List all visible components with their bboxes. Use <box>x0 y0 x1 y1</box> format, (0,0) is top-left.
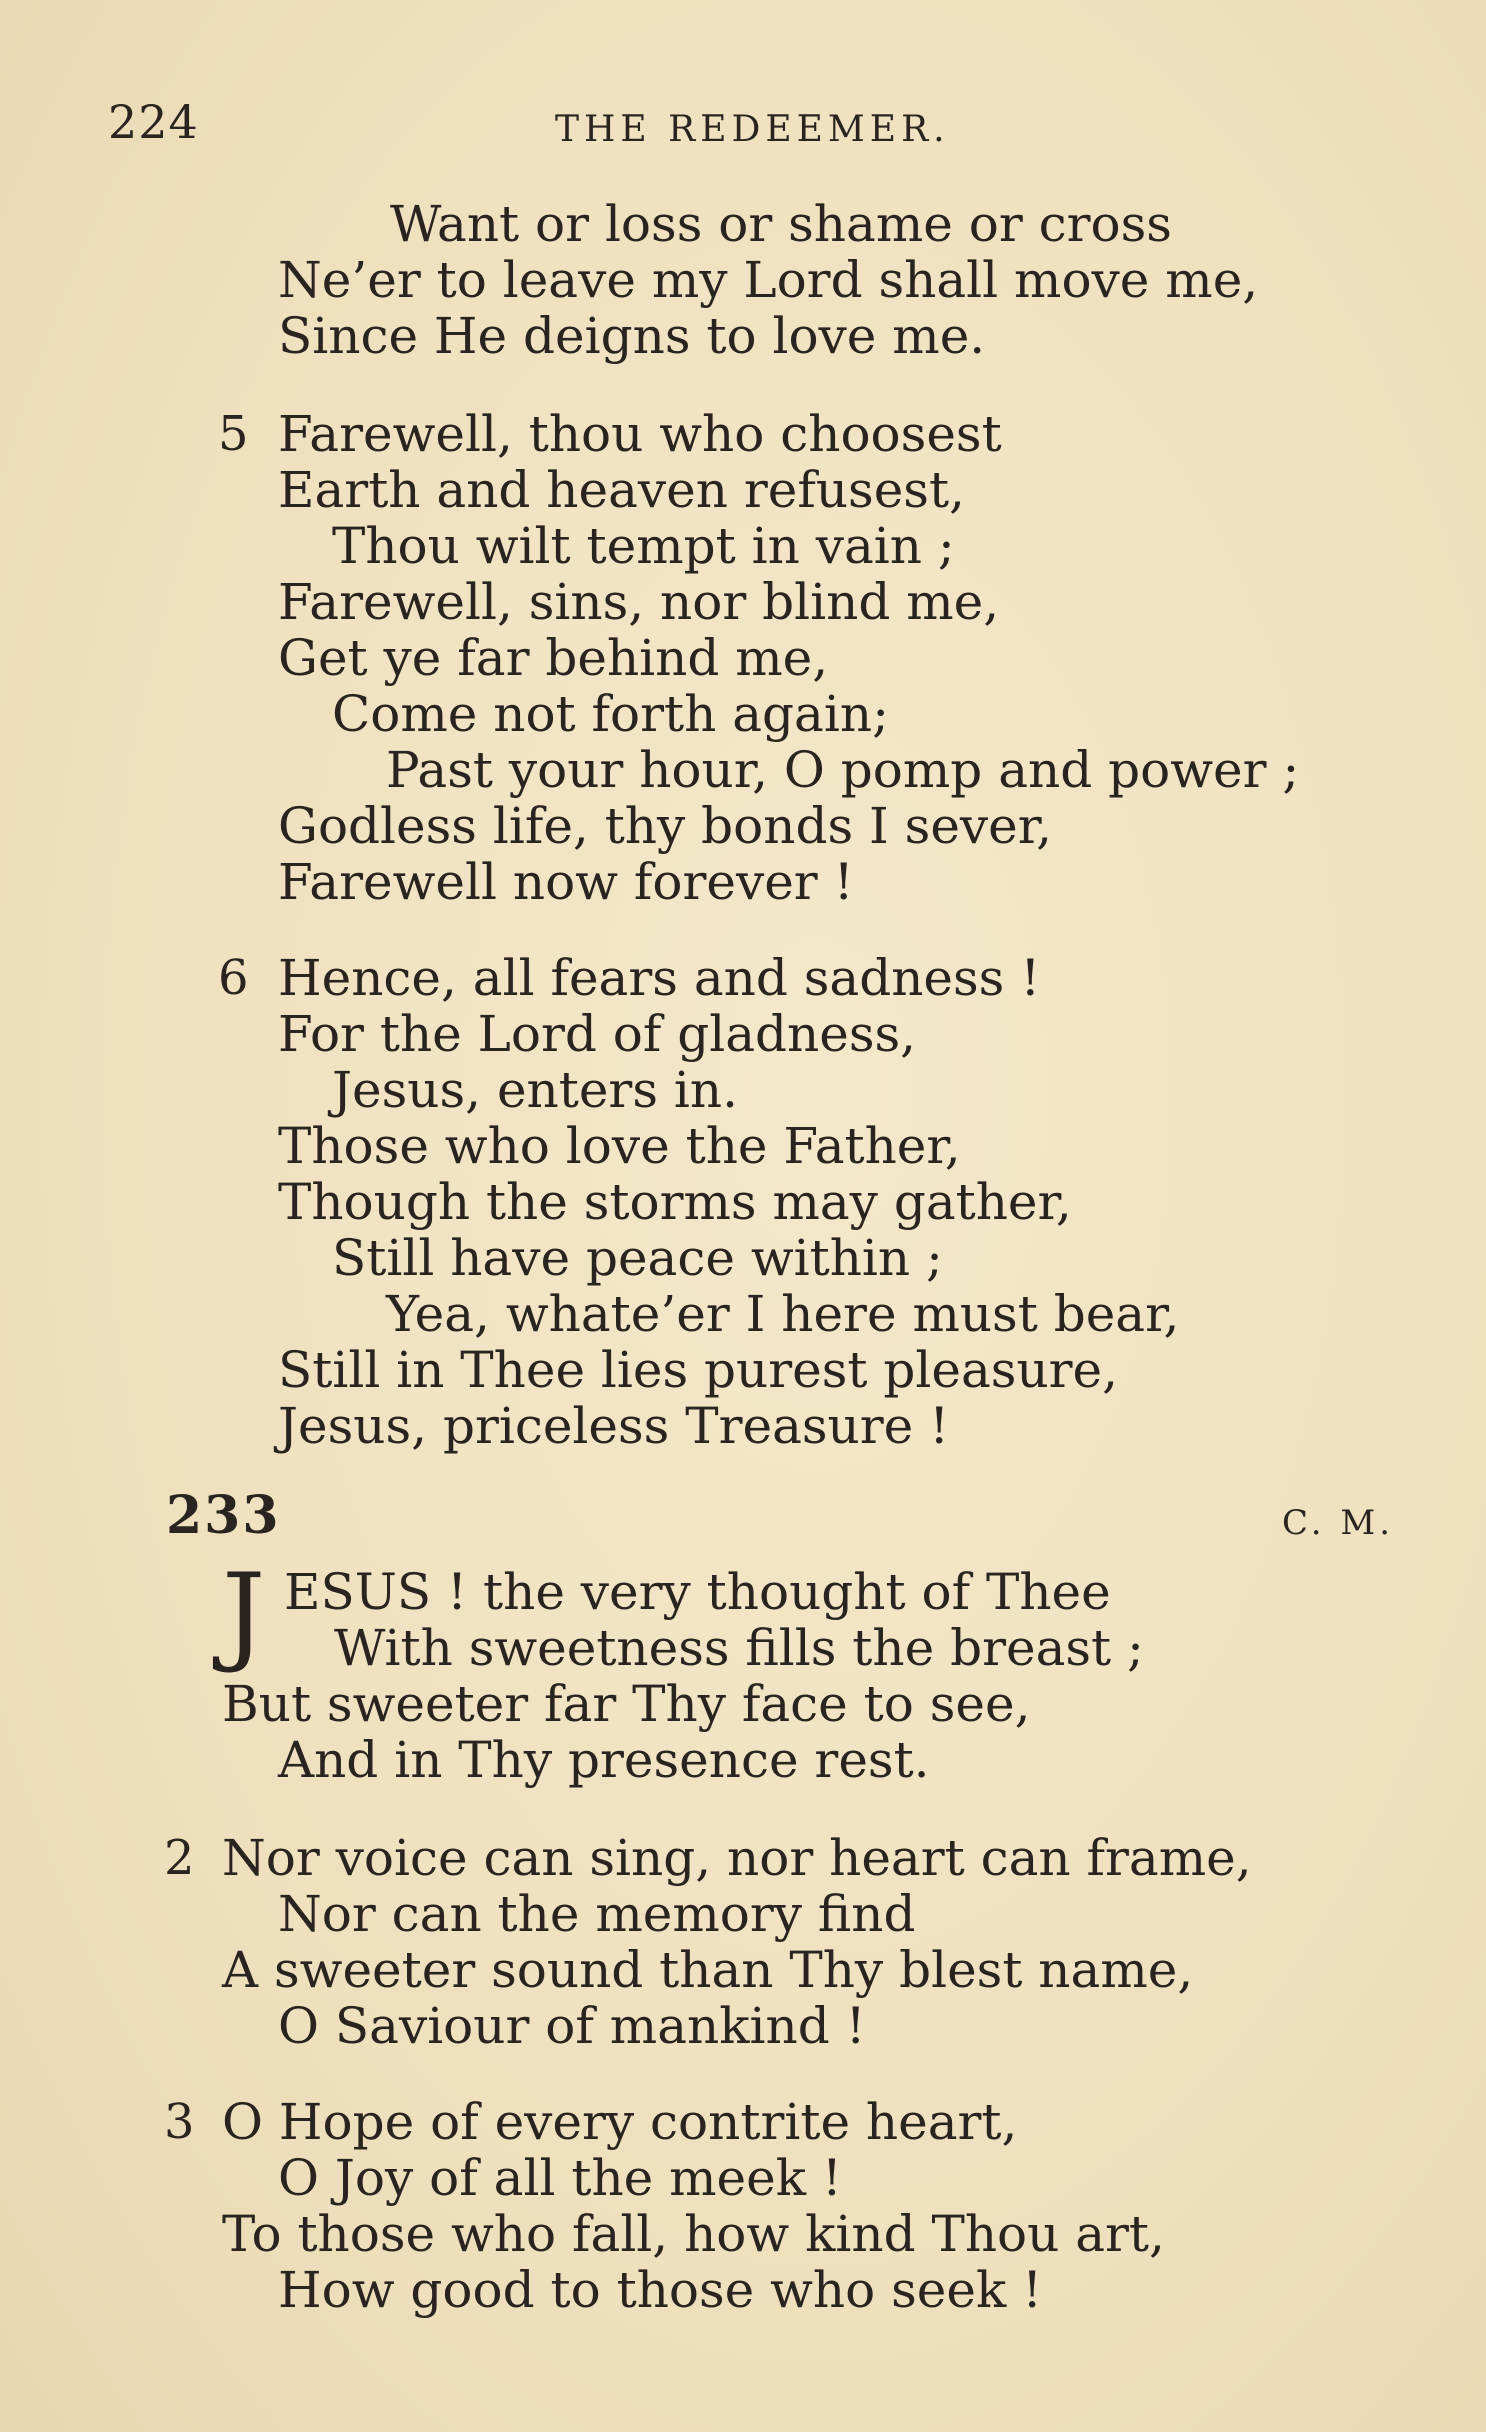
verse-line: Still in Thee lies purest pleasure, <box>278 1341 1119 1399</box>
stanza-number: 6 <box>218 950 249 1006</box>
verse-line: O Saviour of mankind ! <box>278 1997 866 2055</box>
verse-line: Past your hour, O pomp and power ; <box>386 741 1300 799</box>
verse-line: Nor can the memory find <box>278 1885 916 1943</box>
verse-line: Nor voice can sing, nor heart can frame, <box>222 1829 1252 1887</box>
running-title: THE REDEEMER. <box>555 109 950 150</box>
verse-line: Still have peace within ; <box>332 1229 943 1287</box>
hymn-number: 233 <box>166 1485 281 1546</box>
page-number: 224 <box>108 95 199 149</box>
continuation-line: Want or loss or shame or cross <box>390 195 1172 253</box>
verse-line: O Joy of all the meek ! <box>278 2149 843 2207</box>
continuation-line: Since He deigns to love me. <box>278 307 986 365</box>
verse-line: With sweetness fills the breast ; <box>334 1619 1144 1677</box>
verse-line: Farewell, sins, nor blind me, <box>278 573 1000 631</box>
verse-line: Farewell now forever ! <box>278 853 854 911</box>
verse-line: For the Lord of gladness, <box>278 1005 917 1063</box>
stanza-number: 5 <box>218 406 249 462</box>
verse-line: To those who fall, how kind Thou art, <box>222 2205 1165 2263</box>
continuation-line: Ne’er to leave my Lord shall move me, <box>278 251 1259 309</box>
verse-line: Farewell, thou who choosest <box>278 405 1002 463</box>
verse-line: O Hope of every contrite heart, <box>222 2093 1018 2151</box>
verse-line: How good to those who seek ! <box>278 2261 1043 2319</box>
verse-line: A sweeter sound than Thy blest name, <box>222 1941 1194 1999</box>
verse-line: Jesus, priceless Treasure ! <box>278 1397 950 1455</box>
stanza-number: 3 <box>164 2094 195 2150</box>
verse-line: Though the storms may gather, <box>278 1173 1072 1231</box>
verse-line: Thou wilt tempt in vain ; <box>332 517 955 575</box>
verse-line: Hence, all fears and sadness ! <box>278 949 1041 1007</box>
verse-line: Come not forth again; <box>332 685 889 743</box>
verse-line: Get ye far behind me, <box>278 629 829 687</box>
verse-line: Yea, whate’er I here must bear, <box>386 1285 1180 1343</box>
verse-line: Godless life, thy bonds I sever, <box>278 797 1053 855</box>
verse-line: Earth and heaven refusest, <box>278 461 965 519</box>
verse-line: ESUS ! the very thought of Thee <box>284 1563 1111 1621</box>
hymn-meter: C. M. <box>1282 1503 1395 1543</box>
verse-line: And in Thy presence rest. <box>278 1731 930 1789</box>
verse-line: Those who love the Father, <box>278 1117 961 1175</box>
verse-line: Jesus, enters in. <box>332 1061 738 1119</box>
drop-cap: J <box>222 1551 266 1676</box>
verse-line: But sweeter far Thy face to see, <box>222 1675 1031 1733</box>
stanza-number: 2 <box>164 1830 195 1886</box>
